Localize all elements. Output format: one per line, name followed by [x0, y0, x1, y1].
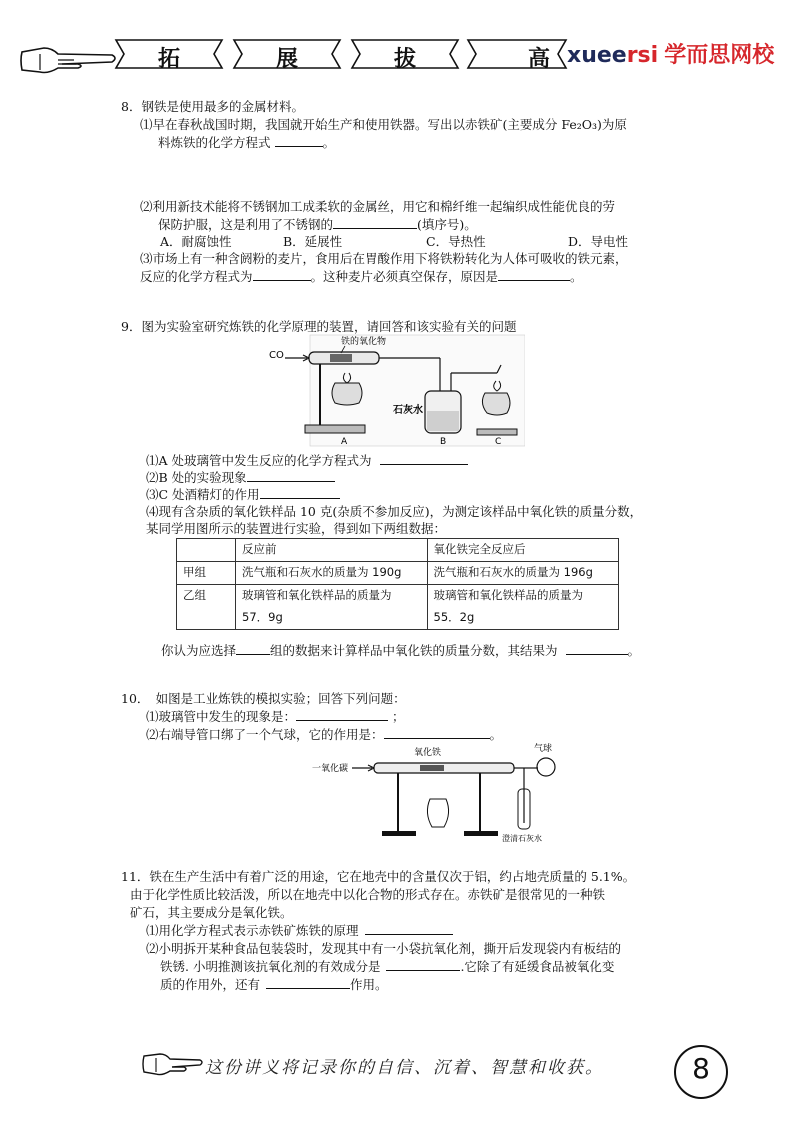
answer-blank[interactable] [275, 134, 323, 147]
q11-line2: 由于化学性质比较活泼，所以在地壳中以化合物的形式存在。赤铁矿是很常见的一种铁 [130, 887, 606, 902]
table-header: 氧化铁完全反应后 [427, 539, 619, 562]
table-row [177, 585, 619, 630]
q8-part1-line1: ⑴早在春秋战国时期，我国就开始生产和使用铁器。写出以赤铁矿(主要成分 Fe₂O₃)为原 [140, 117, 627, 132]
table-cell: 乙组 [177, 585, 236, 630]
fig-label-limewater: 石灰水 [393, 405, 423, 416]
q8-part2-line2: 保防护服，这是利用了不锈钢的 (填序号)。 [158, 217, 477, 232]
answer-blank[interactable] [384, 726, 490, 739]
table-row [177, 562, 619, 585]
q11-sub2-line3: 质的作用外，还有 作用。 [160, 977, 388, 992]
fig-label-c: C [495, 437, 502, 447]
q8-option-b: B．延展性 [283, 234, 343, 249]
pointing-hand-icon [140, 1048, 204, 1080]
q8-part3-line1: ⑶市场上有一种含阏粉的麦片，食用后在胃酸作用下将铁粉转化为人体可吸收的铁元素， [140, 251, 628, 266]
answer-blank[interactable] [236, 642, 270, 655]
table-cell: 玻璃管和氧化铁样品的质量为 55．2g [427, 585, 619, 630]
table-cell: 甲组 [177, 562, 236, 585]
q8-option-d: D．导电性 [568, 234, 629, 249]
table-cell: 玻璃管和氧化铁样品的质量为 57．9g [236, 585, 428, 630]
q9-apparatus-figure [265, 333, 525, 448]
answer-blank[interactable] [380, 452, 468, 465]
q8-part1-line2: 料炼铁的化学方程式 。 [158, 135, 336, 150]
footer-slogan: 这份讲义将记录你的自信、沉着、智慧和收获。 [205, 1058, 604, 1078]
sign-text-1: 拓 [158, 47, 181, 72]
q9-sub1: ⑴A 处玻璃管中发生反应的化学方程式为 [146, 452, 468, 470]
answer-blank[interactable] [296, 708, 388, 721]
q8-option-c: C．导热性 [426, 234, 486, 249]
table-header: 反应前 [236, 539, 428, 562]
q9-data-table [176, 538, 619, 630]
q11-sub2-line2: 铁锈. 小明推测该抗氧化剂的有效成分是 .它除了有延缓食品被氧化变 [160, 959, 615, 974]
table-row [177, 539, 619, 562]
fig-label-b: B [440, 437, 447, 447]
q9-sub4-line1: ⑷现有含杂质的氧化铁样品 10 克(杂质不参加反应)，为测定该样品中氧化铁的质量分数， [146, 504, 643, 519]
sign-text-3: 拔 [394, 47, 417, 72]
q10-sub2: ⑵右端导管口绑了一个气球，它的作用是： 。 [146, 727, 503, 742]
answer-blank[interactable] [266, 976, 350, 989]
q9-sub3: ⑶C 处酒精灯的作用 [146, 486, 340, 504]
answer-blank[interactable] [365, 922, 453, 935]
sign-text-2: 展 [276, 47, 299, 72]
pointing-hand-icon [18, 40, 118, 80]
answer-blank[interactable] [247, 469, 335, 482]
answer-blank[interactable] [386, 958, 460, 971]
answer-blank[interactable] [260, 486, 340, 499]
fig-label-iron-oxide: 铁的氧化物 [341, 337, 387, 347]
answer-blank[interactable] [498, 268, 570, 281]
q10-apparatus-figure [310, 743, 570, 843]
answer-blank[interactable] [566, 642, 628, 655]
q9-title: 9．图为实验室研究炼铁的化学原理的装置，请回答和该实验有关的问题 [121, 319, 517, 334]
q11-sub1: ⑴用化学方程式表示赤铁矿炼铁的原理 [146, 922, 453, 940]
answer-blank[interactable] [333, 216, 417, 229]
page-number: 8 [692, 1052, 710, 1085]
fig-label-iron-oxide: 氧化铁 [414, 748, 442, 758]
answer-blank[interactable] [253, 268, 311, 281]
table-cell: 洗气瓶和石灰水的质量为 196g [427, 562, 619, 585]
q9-sub2: ⑵B 处的实验现象 [146, 469, 335, 487]
q11-line3: 矿石，其主要成分是氧化铁。 [130, 905, 293, 920]
fig-label-co: 一氧化碳 [312, 764, 349, 774]
table-cell: 洗气瓶和石灰水的质量为 190g [236, 562, 428, 585]
q8-part3-line2: 反应的化学方程式为 。这种麦片必须真空保存，原因是 。 [140, 269, 583, 284]
fig-label-a: A [341, 437, 348, 447]
brand-logo: xueersi 学而思网校 [567, 43, 775, 68]
fig-label-co: CO [269, 350, 284, 361]
q10-title: 10． 如图是工业炼铁的模拟实验；回答下列问题： [121, 691, 406, 706]
q10-sub1: ⑴玻璃管中发生的现象是： ； [146, 709, 405, 724]
q9-sub4-line2: 某同学用图所示的装置进行实验，得到如下两组数据： [146, 521, 447, 536]
page-header [0, 0, 800, 95]
sign-text-4: 高 [528, 47, 551, 72]
fig-label-balloon: 气球 [534, 744, 553, 754]
table-cell [177, 539, 236, 562]
q9-sub5: 你认为应选择 组的数据来计算样品中氧化铁的质量分数，其结果为 。 [161, 643, 641, 658]
q8-option-a: A．耐腐蚀性 [160, 234, 232, 249]
q11-line1: 11．铁在生产生活中有着广泛的用途，它在地壳中的含量仅次于铝，约占地壳质量的 5.1%。 [121, 869, 636, 884]
q8-title: 8．钢铁是使用最多的金属材料。 [121, 99, 304, 114]
q8-part2-line1: ⑵利用新技术能将不锈钢加工成柔软的金属丝，用它和棉纤维一起编织成性能优良的劳 [140, 199, 616, 214]
fig-label-limewater: 澄清石灰水 [502, 834, 542, 843]
q11-sub2-line1: ⑵小明拆开某种食品包装袋时，发现其中有一小袋抗氧化剂，撕开后发现袋内有板结的 [146, 941, 622, 956]
sign-banner-4 [462, 36, 572, 72]
